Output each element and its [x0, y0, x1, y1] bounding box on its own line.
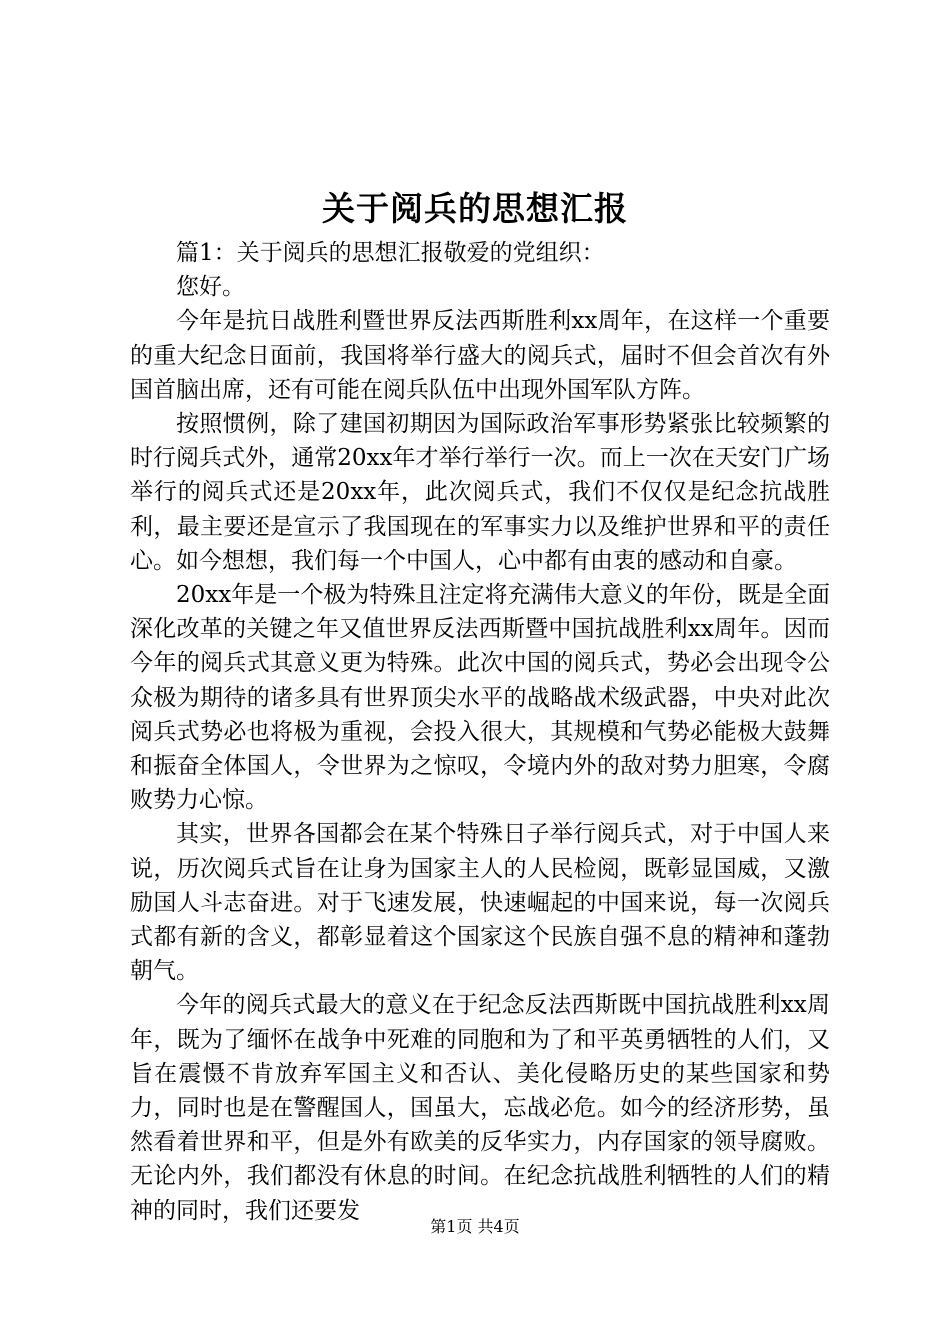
paragraph-greeting: 您好。 [176, 274, 245, 301]
paragraph: 按照惯例，除了建国初期因为国际政治军事形势紧张比较频繁的时行阅兵式外，通常20xx年才举行举行一次。而上一次在天安门广场举行的阅兵式还是20xx年，此次阅兵式，我们不仅仅是纪念抗战胜利，最主要还是宣示了我国现在的军事实力以及维护世界和平的责任心。如今想想，我们每一个中国人，心中都有由衷的感动和自豪。 [130, 411, 830, 574]
paragraph: 其实，世界各国都会在某个特殊日子举行阅兵式，对于中国人来说，历次阅兵式旨在让身为国家主人的人民检阅，既彰显国威，又激励国人斗志奋进。对于飞速发展，快速崛起的中国来说，每一次阅兵式都有新的含义，都彰显着这个国家这个民族自强不息的精神和蓬勃朝气。 [130, 821, 830, 985]
paragraph: 今年的阅兵式最大的意义在于纪念反法西斯既中国抗战胜利xx周年，既为了缅怀在战争中死难的同胞和为了和平英勇牺牲的人们，又旨在震慑不肯放弃军国主义和否认、美化侵略历史的某些国家和势力，同时也是在警醒国人，国虽大，忘战必危。如今的经济形势，虽然看着世界和平，但是外有欧美的反华实力，内存国家的领导腐败。无论内外，我们都没有休息的时间。在纪念抗战胜利牺牲的人们的精神的同时，我们还要发 [130, 992, 830, 1224]
paragraph: 今年是抗日战胜利暨世界反法西斯胜利xx周年，在这样一个重要的重大纪念日面前，我国将举行盛大的阅兵式，届时不但会首次有外国首脑出席，还有可能在阅兵队伍中出现外国军队方阵。 [130, 308, 830, 403]
paragraph: 20xx年是一个极为特殊且注定将充满伟大意义的年份，既是全面深化改革的关键之年又值世界反法西斯暨中国抗战胜利xx周年。因而今年的阅兵式其意义更为特殊。此次中国的阅兵式，势必会出现令公众极为期待的诸多具有世界顶尖水平的战略战术级武器，中央对此次阅兵式势必也将极为重视，会投入很大，其规模和气势必能极大鼓舞和振奋全体国人，令世界为之惊叹，令境内外的敌对势力胆寒，令腐败势力心惊。 [130, 582, 830, 814]
page-number-footer: 第1页 共4页 [430, 1217, 520, 1236]
paragraph-heading: 篇1：关于阅兵的思想汇报敬爱的党组织： [176, 240, 605, 266]
document-body [130, 236, 830, 1228]
document-title: 关于阅兵的思想汇报 [322, 189, 628, 228]
